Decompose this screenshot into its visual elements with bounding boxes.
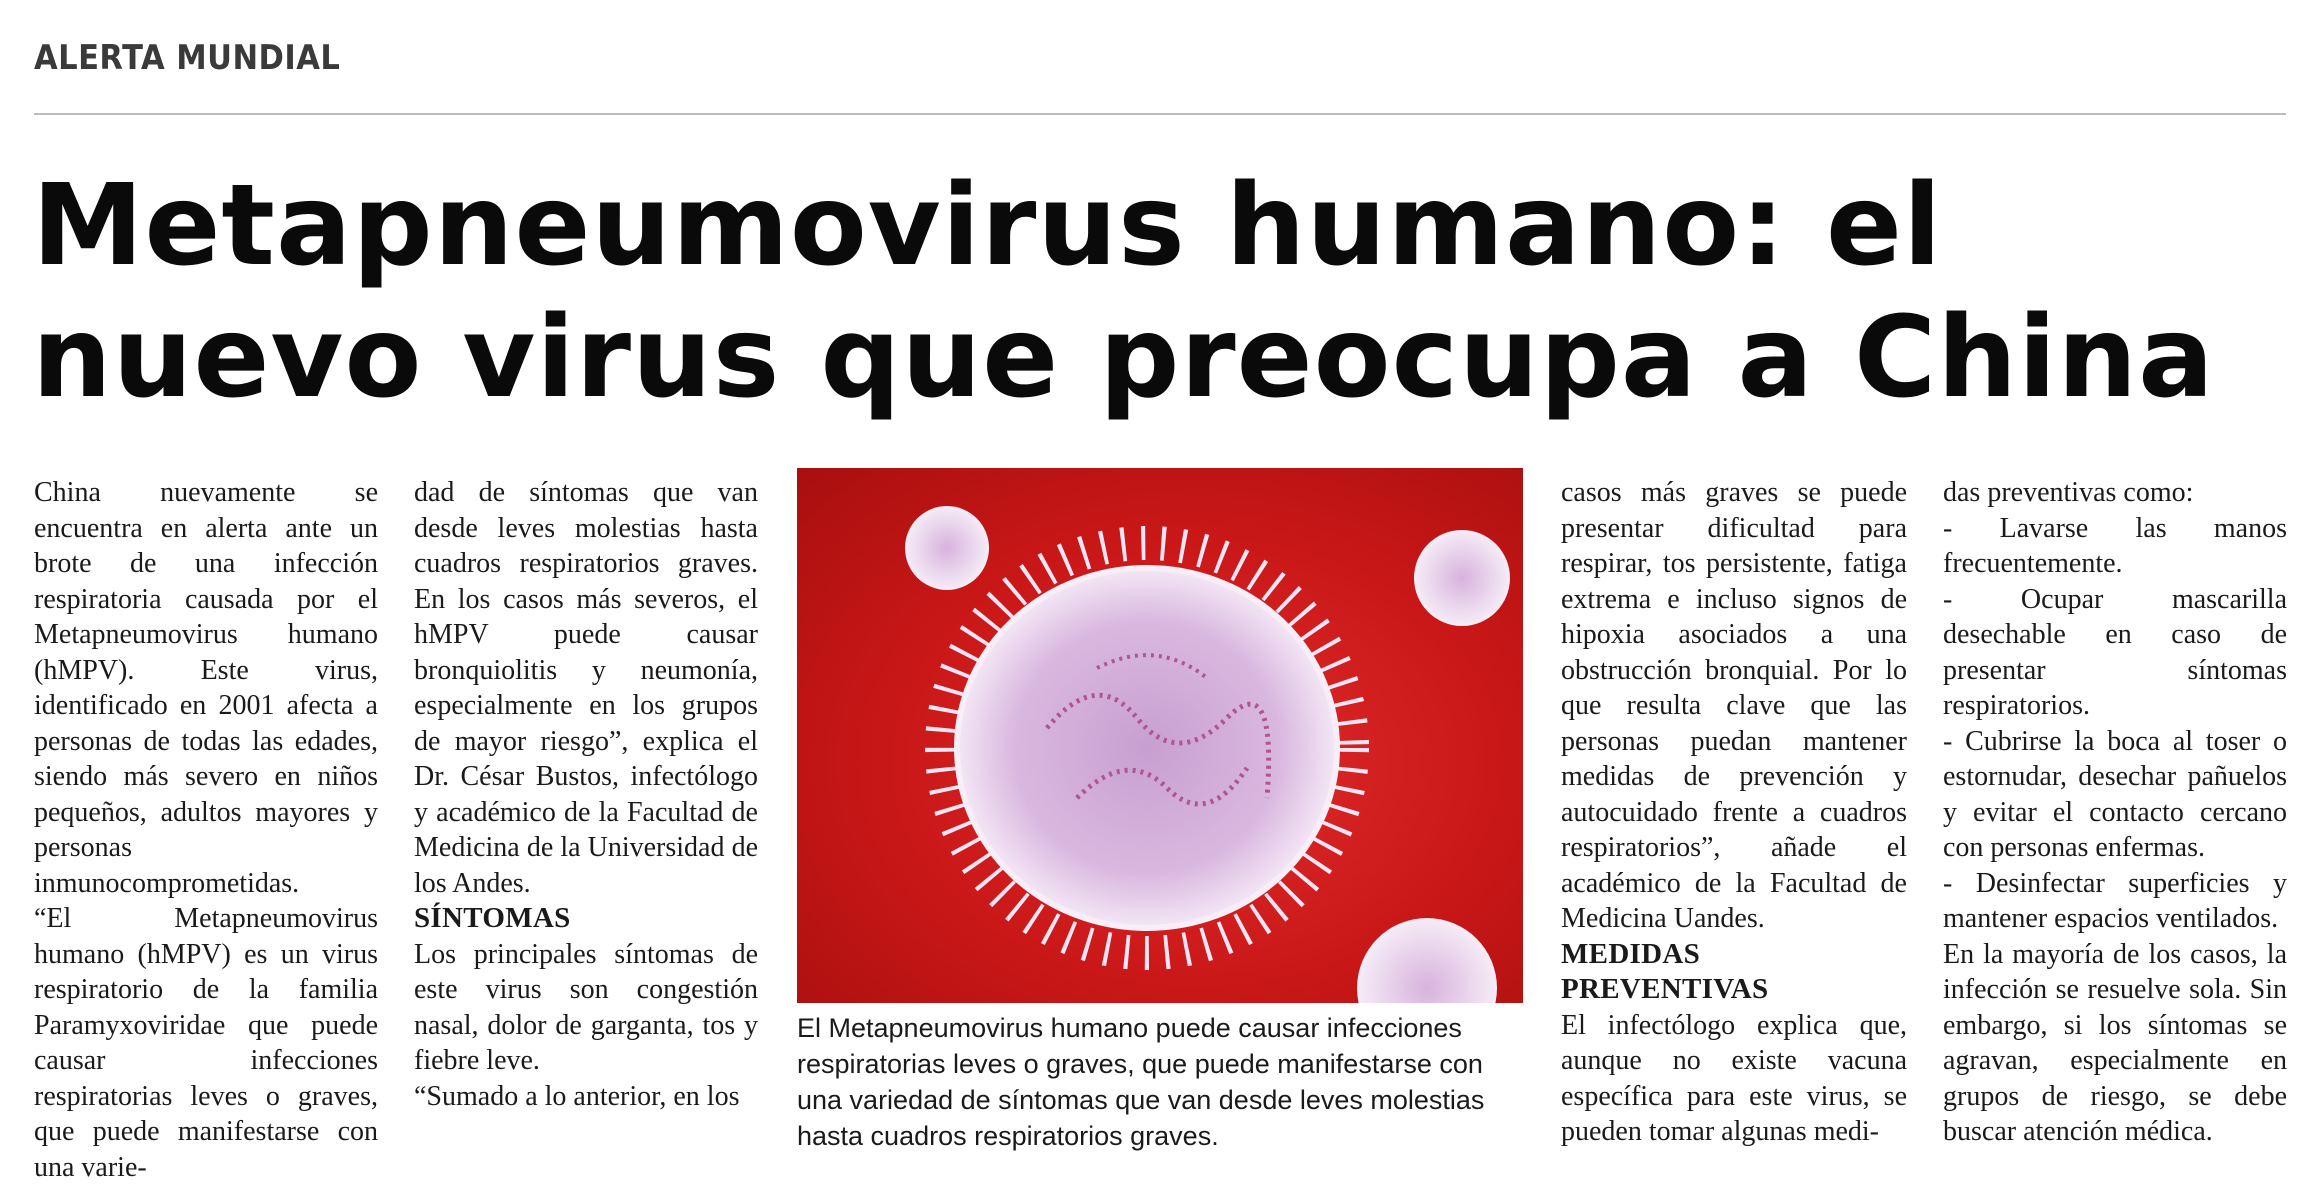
paragraph: Los principales síntomas de este virus son congestión nasal, dolor de garganta, tos y fiebre leve. — [414, 938, 758, 1076]
section-label: ALERTA MUNDIAL — [34, 38, 341, 78]
paragraph: das preventivas como: — [1943, 477, 2194, 508]
subhead-sintomas: SÍNTOMAS — [414, 902, 571, 934]
headline — [32, 160, 2302, 424]
bullet-item: - Ocupar mascarilla desechable en caso de presentar síntomas respiratorios. — [1943, 583, 2287, 721]
paragraph: “Sumado a lo anterior, en los — [414, 1080, 740, 1112]
headline-line-2: nuevo virus que preocupa a China — [32, 293, 2215, 423]
paragraph: “El Metapneumovirus humano (hMPV) es un virus respiratorio de la familia Paramyxoviridae que puede causar infecciones respiratorias leves o graves, que puede manifestarse con una varie- — [34, 903, 378, 1183]
small-virus-right — [1414, 530, 1510, 626]
subhead-medidas-preventivas: MEDIDAS PREVENTIVAS — [1561, 937, 1769, 1005]
bullet-item: - Cubrirse la boca al toser o estornudar, desechar pañuelos y evitar el contacto cercano con personas enfermas. — [1943, 725, 2287, 863]
bullet-item: - Desinfectar superficies y mantener espacios ventilados. — [1943, 867, 2287, 934]
paragraph: El infectólogo explica que, aunque no existe vacuna específica para este virus, se pueden tomar algunas medi- — [1561, 1009, 1907, 1147]
virus-illustration — [797, 468, 1523, 1003]
article-column-1 — [34, 475, 378, 1185]
headline-line-1: Metapneumovirus humano: el — [32, 161, 1943, 291]
paragraph: China nuevamente se encuentra en alerta ante un brote de una infección respiratoria causada por el Metapneumovirus humano (hMPV). Este virus, identificado en 2001 afecta a personas de todas las edades, siendo más severo en niños pequeños, adultos mayores y personas inmunocomprometidas. — [34, 477, 378, 899]
small-virus-bottom-right — [1357, 918, 1497, 1003]
article-column-4 — [1943, 475, 2287, 1150]
paragraph: En la mayoría de los casos, la infección se resuelve sola. Sin embargo, si los síntomas se agravan, especialmente en grupos de riesgo, se debe buscar atención médica. — [1943, 938, 2287, 1147]
small-virus-top-left — [905, 506, 989, 590]
paragraph: dad de síntomas que van desde leves molestias hasta cuadros respiratorios graves. En los casos más severos, el hMPV puede causar bronquiolitis y neumonía, especialmente en los grupos de mayor riesgo”, explica el Dr. César Bustos, infectólogo y académico de la Facultad de Medicina de la Universidad de los Andes. — [414, 477, 758, 899]
article-column-3 — [1561, 475, 1907, 1150]
main-virus — [942, 543, 1352, 953]
bullet-item: - Lavarse las manos frecuentemente. — [1943, 512, 2287, 579]
photo-caption: El Metapneumovirus humano puede causar infecciones respiratorias leves o graves, que puede manifestarse con una variedad de síntomas que van desde leves molestias hasta cuadros respiratorios graves. — [797, 1013, 1485, 1151]
virus-photo — [797, 468, 1523, 1003]
header-divider — [34, 113, 2286, 115]
article-column-2 — [414, 475, 758, 1114]
paragraph: casos más graves se puede presentar dificultad para respirar, tos persistente, fatiga extrema e incluso signos de hipoxia asociados a una obstrucción bronquial. Por lo que resulta clave que las personas puedan mantener medidas de prevención y autocuidado frente a cuadros respiratorios”, añade el académico de la Facultad de Medicina Uandes. — [1561, 477, 1907, 934]
